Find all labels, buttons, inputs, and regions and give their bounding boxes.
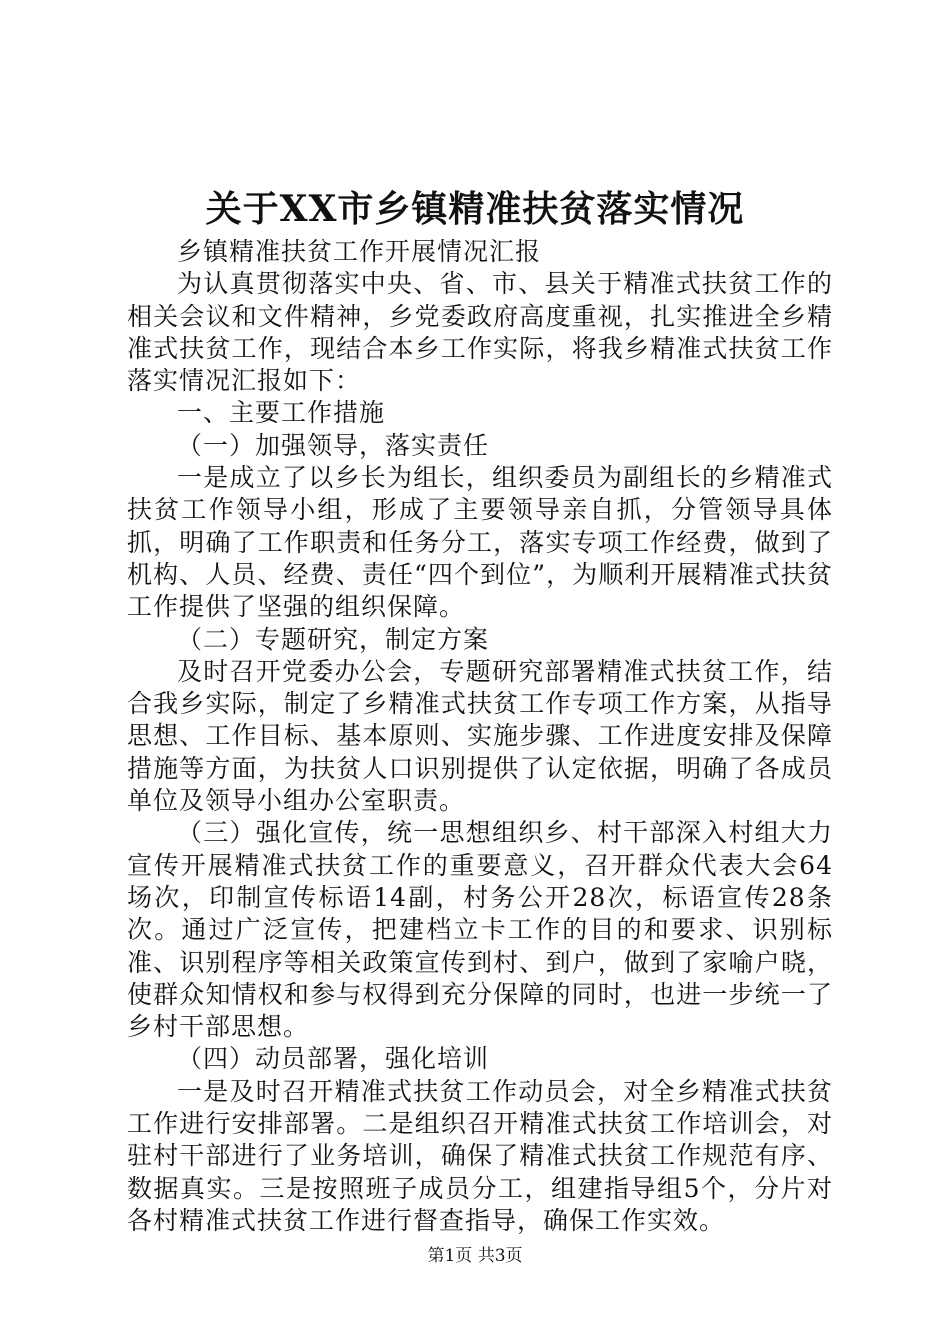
page-number-footer: 第1页 共3页 bbox=[427, 1246, 523, 1266]
document-title: 关于XX市乡镇精准扶贫落实情况 bbox=[205, 188, 745, 230]
report-subtitle: 乡镇精准扶贫工作开展情况汇报 bbox=[177, 237, 542, 266]
paragraph-research-plan: 及时召开党委办公会，专题研究部署精准式扶贫工作，结合我乡实际，制定了乡精准式扶贫工作专项工作方案，从指导思想、工作目标、基本原则、实施步骤、工作进度安排及保障措施等方面，为扶贫人口识别提供了认定依据，明确了各成员单位及领导小组办公室职责。 bbox=[127, 656, 833, 816]
section-heading-main-measures: 一、主要工作措施 bbox=[177, 398, 386, 428]
intro-paragraph: 为认真贯彻落实中央、省、市、县关于精准式扶贫工作的相关会议和文件精神，乡党委政府高度重视，扎实推进全乡精准式扶贫工作，现结合本乡工作实际，将我乡精准式扶贫工作落实情况汇报如下： bbox=[127, 269, 833, 396]
subheading-research-plan: （二）专题研究，制定方案 bbox=[177, 624, 490, 654]
subheading-leadership: （一）加强领导，落实责任 bbox=[177, 430, 490, 460]
paragraph-publicity: （三）强化宣传，统一思想组织乡、村干部深入村组大力宣传开展精准式扶贫工作的重要意义，召开群众代表大会64场次，印制宣传标语14副，村务公开28次，标语宣传28条次。通过广泛宣传，把建档立卡工作的目的和要求、识别标准、识别程序等相关政策宣传到村、到户，做到了家喻户晓，使群众知情权和参与权得到充分保障的同时，也进一步统一了乡村干部思想。 bbox=[127, 818, 833, 1042]
subheading-mobilization-training: （四）动员部署，强化培训 bbox=[177, 1044, 490, 1074]
document-body bbox=[127, 236, 833, 1237]
paragraph-mobilization-training: 一是及时召开精准式扶贫工作动员会，对全乡精准式扶贫工作进行安排部署。二是组织召开精准式扶贫工作培训会，对驻村干部进行了业务培训，确保了精准式扶贫工作规范有序、数据真实。三是按照班子成员分工，组建指导组5个，分片对各村精准式扶贫工作进行督查指导，确保工作实效。 bbox=[127, 1076, 833, 1235]
paragraph-leadership: 一是成立了以乡长为组长，组织委员为副组长的乡精准式扶贫工作领导小组，形成了主要领导亲自抓，分管领导具体抓，明确了工作职责和任务分工，落实专项工作经费，做到了机构、人员、经费、责任“四个到位”，为顺利开展精准式扶贫工作提供了坚强的组织保障。 bbox=[127, 463, 833, 622]
